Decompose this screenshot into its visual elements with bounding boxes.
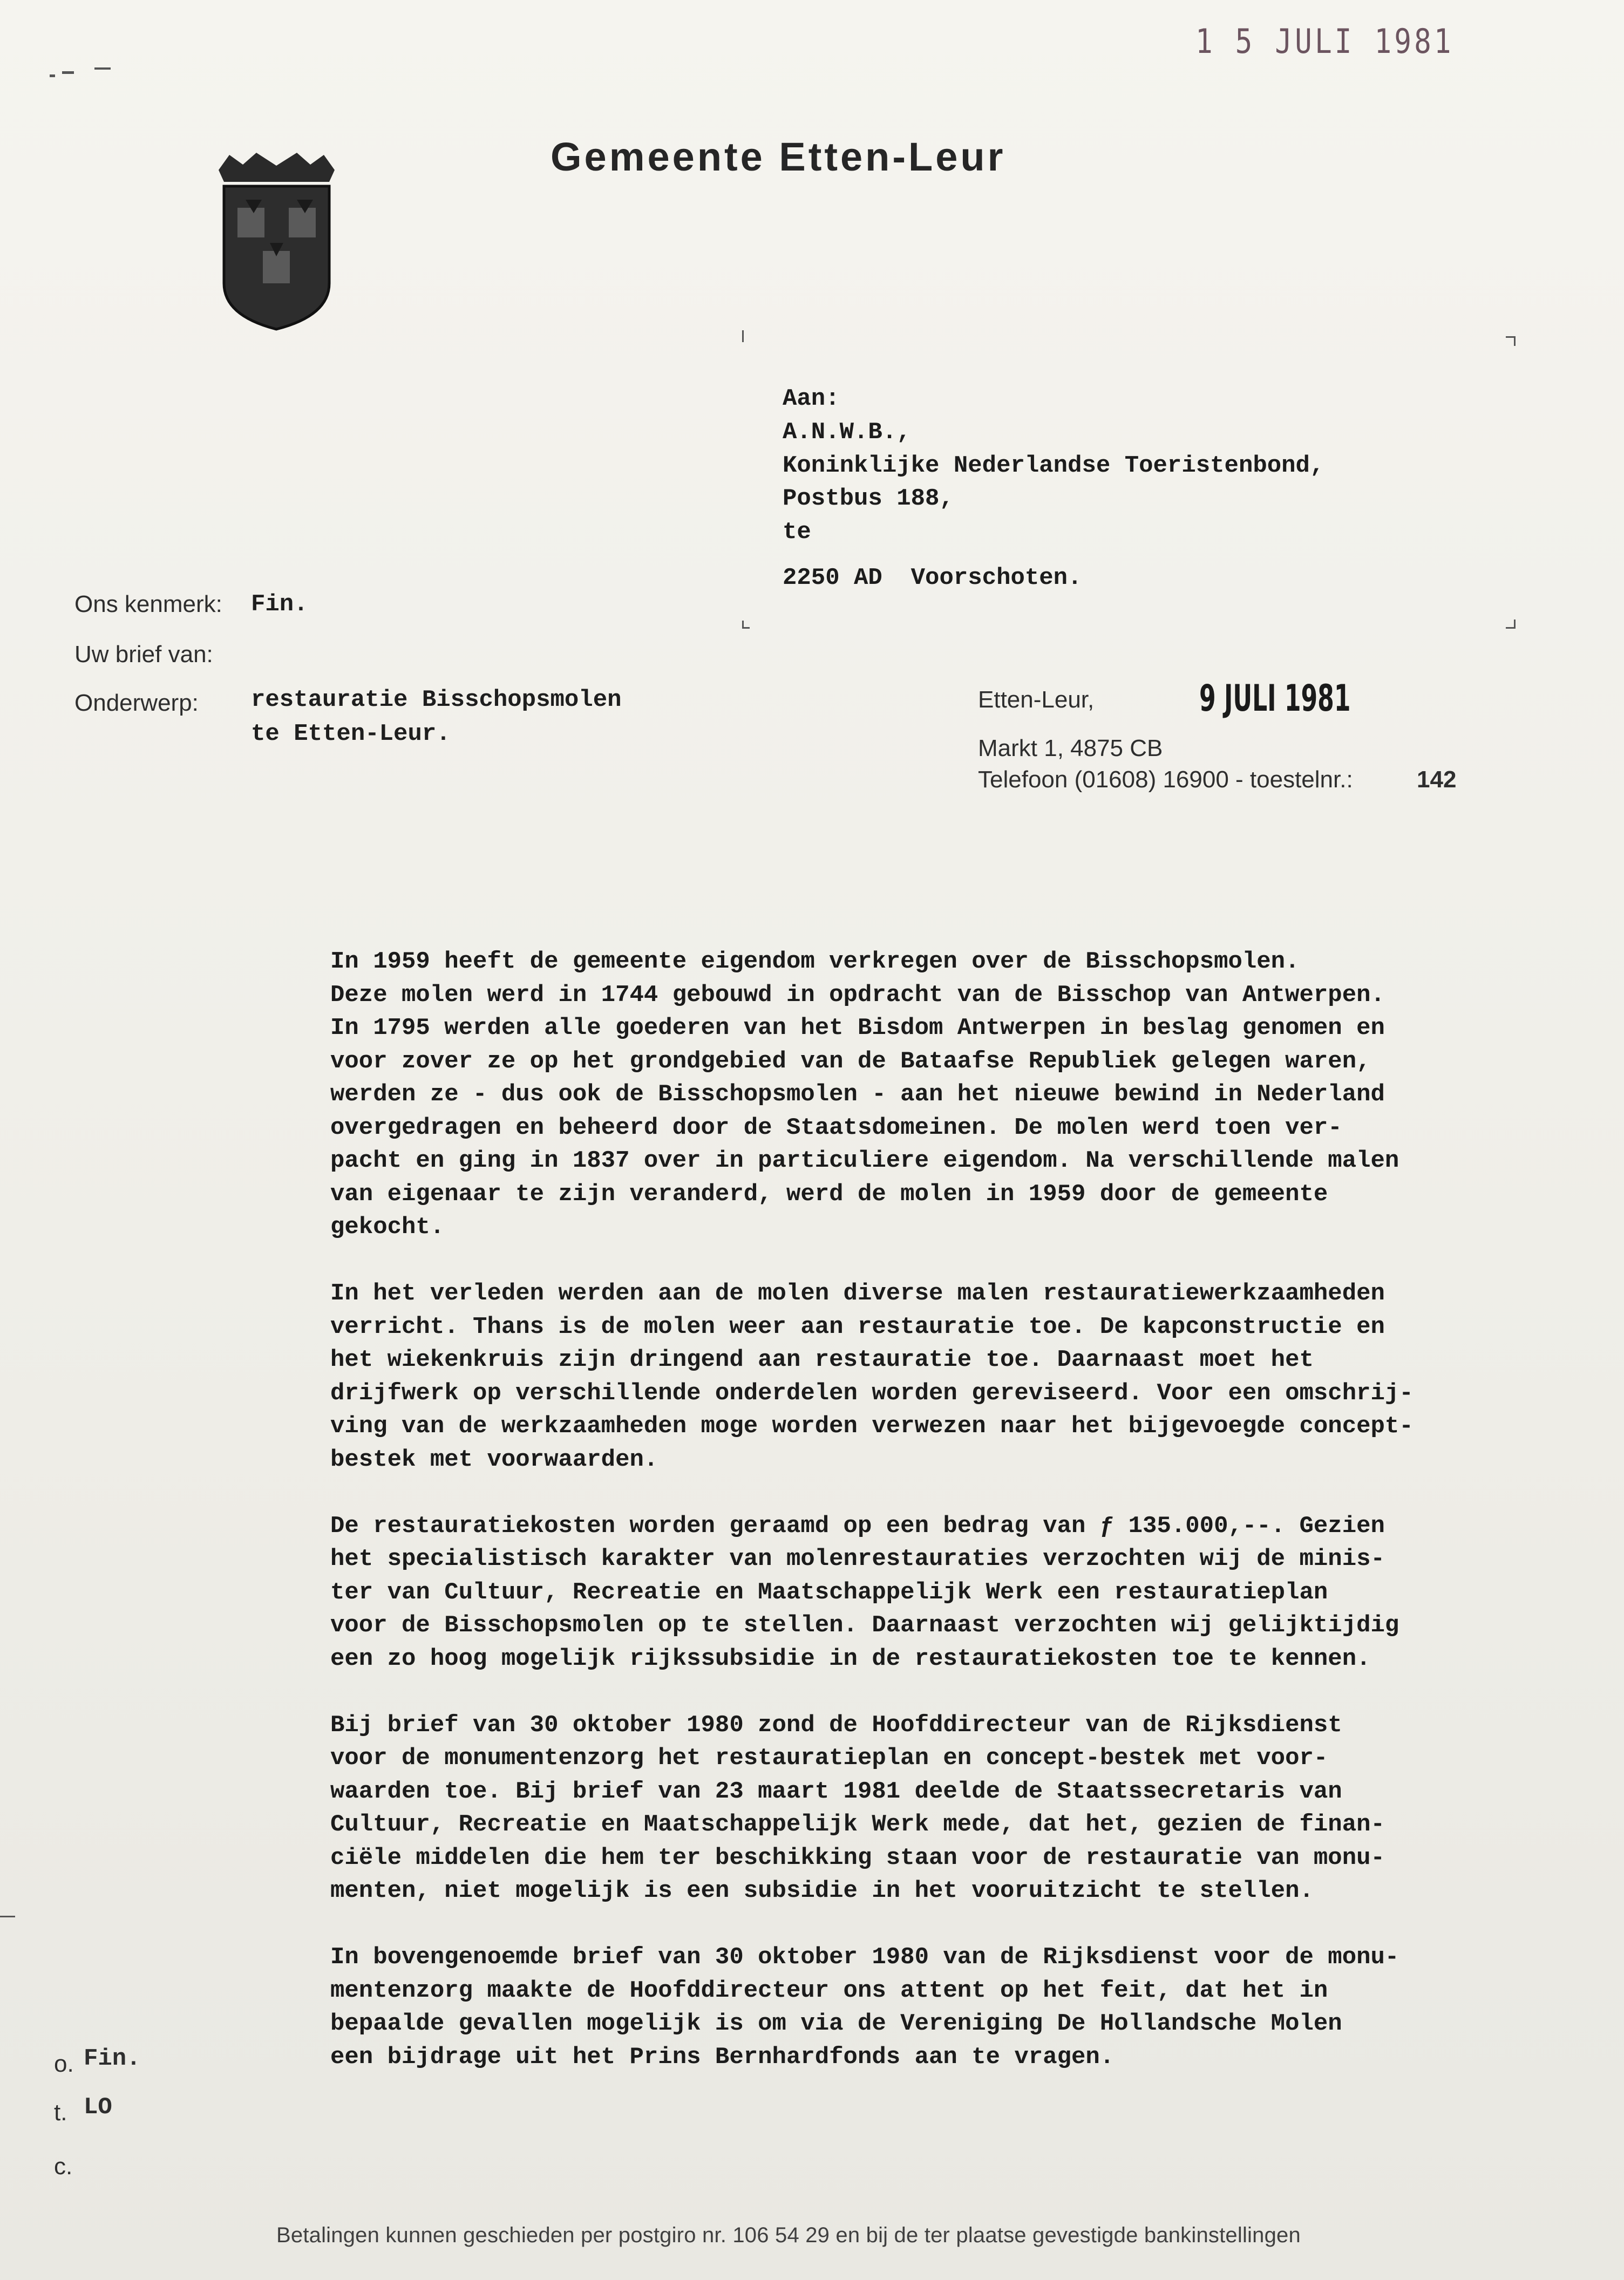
letter-date: 9 JULI 1981 [1199,677,1351,720]
body-paragraph-5: In bovengenoemde brief van 30 oktober 1980 van de Rijksdienst voor de monu- mentenzorg maakte de Hoofddirecteur ons attent op het feit, dat het in bepaalde gevallen mogelijk is om via de Vereniging De Hollandsche Molen een bijdrage uit het Prins Bernhardfonds aan te vragen. [330,1944,1399,2071]
window-corner-mark [1514,620,1516,629]
received-date-stamp: 1 5 JULI 1981 [1195,22,1454,61]
sender-place: Etten-Leur, [978,686,1095,713]
sender-address: Markt 1, 4875 CB [978,735,1163,761]
distribution-t-value: LO [84,2094,112,2121]
margin-mark [50,74,55,77]
letter-body [330,945,1604,2107]
body-paragraph-2: In het verleden werden aan de molen diverse malen restauratiewerkzaamheden verricht. Thans is de molen weer aan restauratie toe. De kapconstructie en het wiekenkruis zijn dringend aan restauratie toe. Daarnaast moet het drijfwerk op verschillende onderdelen worden gereviseerd. Voor een omschrij- ving van de werkzaamheden moge worden verwezen naar het bijgevoegde concept- bestek met voorwaarden. [330,1280,1414,1473]
ons-kenmerk-label: Ons kenmerk: [74,591,222,617]
recipient-line: te [783,519,811,546]
recipient-to-label: Aan: [783,385,840,412]
distribution-o-value: Fin. [84,2045,141,2072]
distribution-t-label: t. [54,2099,67,2126]
recipient-postal-line: 2250 AD Voorschoten. [783,564,1082,591]
recipient-line: Koninklijke Nederlandse Toeristenbond, [783,452,1324,479]
payment-footer: Betalingen kunnen geschieden per postgiro nr. 106 54 29 en bij de ter plaatse gevestigde bankinstellingen [276,2223,1301,2247]
body-paragraph-1: In 1959 heeft de gemeente eigendom verkregen over de Bisschopsmolen. Deze molen werd in 1744 gebouwd in opdracht van de Bisschop van Antwerpen. In 1795 werden alle goederen van het Bisdom Antwerpen in beslag genomen en voor zover ze op het grondgebied van de Bataafse Republiek gelegen waren, werden ze - dus ook de Bisschopsmolen - aan het nieuwe bewind in Nederland overgedragen en beheerd door de Staatsdomeinen. De molen werd toen ver- pacht en ging in 1837 over in particuliere eigendom. Na verschillende malen van eigenaar te zijn veranderd, werd de molen in 1959 door de gemeente gekocht. [330,948,1399,1241]
onderwerp-value-line: te Etten-Leur. [251,720,451,747]
body-paragraph-4: Bij brief van 30 oktober 1980 zond de Hoofddirecteur van de Rijksdienst voor de monumentenzorg het restauratieplan en concept-bestek met voor- waarden toe. Bij brief van 23 maart 1981 deelde de Staatssecretaris van Cultuur, Recreatie en Maatschappelijk Werk mede, dat het, gezien de finan- ciële middelen die hem ter beschikking staan voor de restauratie van monu- menten, niet mogelijk is een subsidie in het vooruitzicht te stellen. [330,1711,1385,1904]
municipality-name: Gemeente Etten-Leur [551,134,1006,179]
recipient-line: Postbus 188, [783,485,954,512]
body-paragraph-3: De restauratiekosten worden geraamd op een bedrag van ƒ 135.000,--. Gezien het specialistisch karakter van molenrestauraties verzochten wij de minis- ter van Cultuur, Recreatie en Maatschappelijk Werk een restauratieplan voor de Bisschopsmolen op te stellen. Daarnaast verzochten wij gelijktijdig een zo hoog mogelijk rijkssubsidie in de restauratiekosten toe te kennen. [330,1512,1399,1672]
onderwerp-value-line: restauratie Bisschopsmolen [251,686,622,713]
distribution-c-label: c. [54,2153,73,2180]
margin-mark [0,1916,15,1917]
ons-kenmerk-value: Fin. [251,591,308,618]
onderwerp-label: Onderwerp: [74,690,199,716]
fold-mark [742,330,744,342]
margin-mark [94,67,111,70]
window-corner-mark [742,627,750,629]
sender-extension: 142 [1417,766,1457,793]
uw-brief-label: Uw brief van: [74,641,213,668]
window-corner-mark [1514,336,1516,346]
margin-mark [62,71,74,74]
sender-phone: Telefoon (01608) 16900 - toestelnr.: [978,766,1353,793]
distribution-o-label: o. [54,2051,74,2077]
recipient-line: A.N.W.B., [783,419,911,446]
coat-of-arms-icon [213,148,340,332]
